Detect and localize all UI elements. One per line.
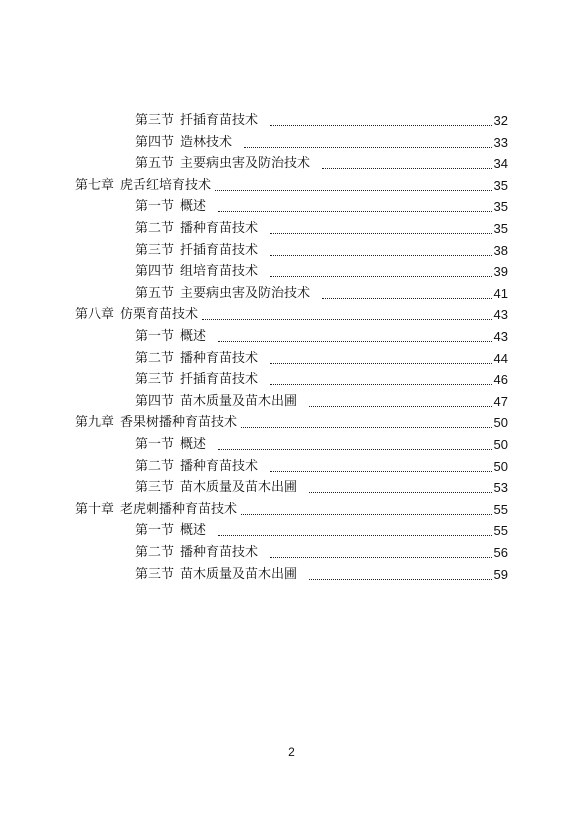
toc-dot-leader (218, 434, 492, 456)
toc-entry-number: 第四节 (135, 134, 175, 150)
toc-dot-leader (218, 196, 492, 218)
toc-dot-leader (244, 132, 492, 154)
page-number: 2 (288, 745, 295, 759)
toc-entry-title: 老虎刺播种育苗技术 (120, 501, 238, 517)
toc-entry-page: 43 (493, 329, 508, 344)
toc-entry-page: 33 (493, 134, 508, 150)
toc-section-entry[interactable] (135, 434, 508, 456)
toc-dot-leader (270, 542, 492, 564)
toc-entry-title: 扦插育苗技术 (180, 372, 259, 388)
toc-entry-page: 50 (493, 437, 508, 452)
toc-section-entry[interactable] (135, 456, 508, 478)
toc-section-entry[interactable] (135, 348, 508, 370)
toc-dot-leader (215, 175, 492, 197)
toc-entry-number: 第三节 (135, 566, 175, 582)
toc-entry-page: 32 (493, 113, 508, 128)
toc-dot-leader (309, 477, 492, 499)
toc-entry-number: 第一节 (135, 437, 175, 452)
toc-entry-title: 播种育苗技术 (180, 350, 259, 366)
toc-dot-leader (270, 110, 492, 132)
toc-entry-page: 43 (493, 307, 508, 323)
toc-section-entry[interactable] (135, 520, 508, 542)
toc-entry-page: 39 (493, 264, 508, 280)
toc-section-entry[interactable] (135, 110, 508, 132)
toc-entry-title: 扦插育苗技术 (180, 242, 259, 258)
toc-entry-title: 概述 (180, 437, 207, 452)
toc-dot-leader (309, 564, 492, 586)
toc-section-entry[interactable] (135, 153, 508, 175)
toc-entry-number: 第九章 (75, 415, 115, 431)
toc-entry-page: 35 (493, 199, 508, 215)
toc-dot-leader (270, 261, 492, 283)
toc-entry-title: 播种育苗技术 (180, 545, 259, 560)
toc-section-entry[interactable] (135, 283, 508, 305)
toc-chapter-entry[interactable] (75, 499, 508, 521)
toc-chapter-entry[interactable] (75, 175, 508, 197)
toc-entry-number: 第一节 (135, 523, 175, 539)
toc-dot-leader (202, 304, 492, 326)
toc-entry-page: 55 (493, 501, 508, 517)
toc-section-entry[interactable] (135, 369, 508, 391)
toc-dot-leader (322, 283, 492, 305)
toc-dot-leader (241, 499, 492, 521)
toc-entry-page: 53 (493, 480, 508, 496)
toc-entry-number: 第八章 (75, 307, 115, 323)
toc-dot-leader (322, 153, 492, 175)
toc-entry-number: 第三节 (135, 242, 175, 258)
toc-entry-number: 第四节 (135, 264, 175, 280)
toc-entry-title: 扦插育苗技术 (180, 113, 259, 128)
toc-entry-number: 第一节 (135, 199, 175, 215)
toc-dot-leader (218, 326, 492, 348)
toc-entry-page: 56 (493, 545, 508, 560)
toc-entry-page: 46 (493, 372, 508, 388)
toc-dot-leader (270, 240, 492, 262)
toc-entry-title: 苗木质量及苗木出圃 (180, 566, 298, 582)
toc-entry-title: 概述 (180, 523, 207, 539)
toc-section-entry[interactable] (135, 477, 508, 499)
toc-entry-page: 59 (493, 566, 508, 582)
toc-entry-title: 香果树播种育苗技术 (120, 415, 238, 431)
toc-entry-title: 播种育苗技术 (180, 458, 259, 474)
toc-entry-page: 50 (493, 458, 508, 474)
toc-dot-leader (270, 456, 492, 478)
toc-entry-number: 第五节 (135, 156, 175, 172)
toc-entry-page: 35 (493, 221, 508, 236)
toc-dot-leader (309, 391, 492, 413)
toc-entry-title: 播种育苗技术 (180, 221, 259, 236)
toc-section-entry[interactable] (135, 240, 508, 262)
toc-dot-leader (270, 218, 492, 240)
toc-entry-page: 44 (493, 350, 508, 366)
toc-section-entry[interactable] (135, 391, 508, 413)
toc-section-entry[interactable] (135, 326, 508, 348)
toc-entry-title: 组培育苗技术 (180, 264, 259, 280)
toc-chapter-entry[interactable] (75, 304, 508, 326)
toc-entry-number: 第三节 (135, 480, 175, 496)
toc-entry-title: 仿栗育苗技术 (120, 307, 199, 323)
toc-entry-title: 概述 (180, 199, 207, 215)
toc-section-entry[interactable] (135, 564, 508, 586)
toc-entry-number: 第四节 (135, 393, 175, 409)
toc-entry-page: 34 (493, 156, 508, 172)
toc-entry-title: 主要病虫害及防治技术 (180, 285, 311, 301)
toc-chapter-entry[interactable] (75, 412, 508, 434)
toc-entry-number: 第二节 (135, 458, 175, 474)
toc-dot-leader (270, 369, 492, 391)
toc-entry-page: 50 (493, 415, 508, 431)
toc-entry-title: 造林技术 (180, 134, 233, 150)
toc-section-entry[interactable] (135, 196, 508, 218)
toc-section-entry[interactable] (135, 218, 508, 240)
toc-entry-number: 第一节 (135, 329, 175, 344)
toc-section-entry[interactable] (135, 261, 508, 283)
toc-entry-page: 41 (493, 285, 508, 301)
toc-entry-page: 38 (493, 242, 508, 258)
toc-entry-number: 第十章 (75, 501, 115, 517)
toc-entry-number: 第二节 (135, 545, 175, 560)
toc-entry-title: 苗木质量及苗木出圃 (180, 393, 298, 409)
toc-entry-title: 主要病虫害及防治技术 (180, 156, 311, 172)
toc-entry-title: 概述 (180, 329, 207, 344)
toc-entry-number: 第三节 (135, 372, 175, 388)
toc-entry-title: 苗木质量及苗木出圃 (180, 480, 298, 496)
toc-entry-number: 第七章 (75, 177, 115, 193)
toc-entry-number: 第三节 (135, 113, 175, 128)
toc-entry-number: 第二节 (135, 221, 175, 236)
toc-dot-leader (270, 348, 492, 370)
toc-entry-page: 35 (493, 177, 508, 193)
toc-entry-number: 第五节 (135, 285, 175, 301)
toc-dot-leader (218, 520, 492, 542)
toc-section-entry[interactable] (135, 132, 508, 154)
toc-entry-number: 第二节 (135, 350, 175, 366)
toc-entry-page: 55 (493, 523, 508, 539)
toc-entry-page: 47 (493, 393, 508, 409)
toc-entry-title: 虎舌红培育技术 (120, 177, 212, 193)
toc-dot-leader (241, 412, 492, 434)
toc-section-entry[interactable] (135, 542, 508, 564)
